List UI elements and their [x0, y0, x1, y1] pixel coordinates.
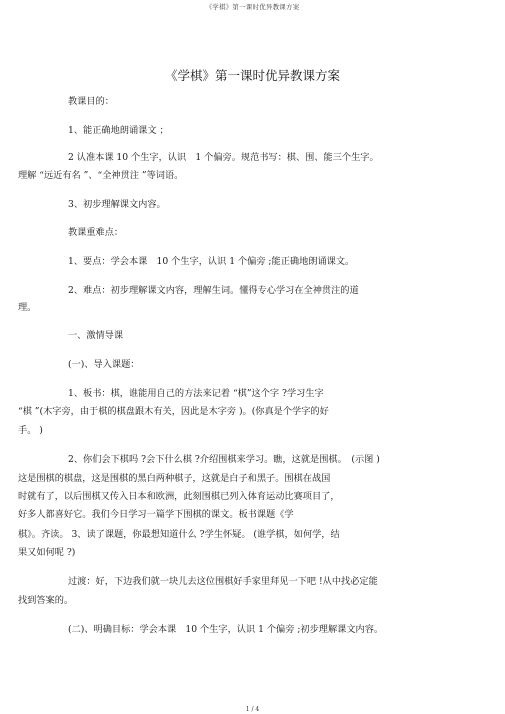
- step-1-end: 手。 ): [18, 425, 43, 436]
- page-header: 《学棋》第一课时优异教课方案: [205, 3, 300, 11]
- section-heading-goals: 教课目的：: [68, 96, 114, 107]
- goal-2: 2 认准本课 10 个生字，认识 1 个偏旁。规范书写：棋、围、能三个生字。: [68, 152, 379, 163]
- section-heading-key-points: 教课重难点：: [68, 227, 124, 238]
- key-point-1: 1、要点：学会本课 10 个生字，认识 1 个偏旁 ;能正确地朗诵课文。: [68, 256, 355, 267]
- transition-continued: 找到答案的。: [18, 595, 74, 606]
- section-heading-intro: 一、激情导课: [68, 330, 124, 341]
- key-point-2-continued: 理。: [18, 302, 37, 313]
- goal-1: 1、能正确地朗诵课文 ；: [68, 125, 169, 136]
- subsection-heading-goals: (二)、明确目标：学会本课 10 个生字，认识 1 个偏旁 ;初步理解课文内容。: [68, 624, 384, 635]
- step-1: 1、板书：棋，谁能用自己的方法来记着 “棋”这个字 ?学习生字: [68, 388, 324, 399]
- document-title: 《学棋》第一课时优异教课方案: [164, 68, 340, 83]
- step-2-line-4: 好多人都喜好它。我们今日学习一篇学下围棋的课文。板书课题《学: [18, 509, 294, 520]
- step-2-line-2: 这是围棋的棋盘，这是围棋的黑白两种棋子，这就是白子和黑子。围棋在战国: [18, 473, 331, 484]
- step-2-line-3: 时就有了，以后围棋又传入日本和欧洲，此刻围棋已列入体育运动比赛项目了，: [18, 491, 340, 502]
- page-number: 1 / 4: [245, 706, 260, 713]
- step-1-continued: “棋 ”(木字旁，由于棋的棋盘跟木有关，因此是木字旁 )。(你真是个学字的好: [18, 406, 329, 417]
- subsection-heading-topic: (一)、导入课题：: [68, 359, 140, 370]
- step-2-line-6: 果又如何呢 ?): [18, 547, 76, 558]
- key-point-2: 2、难点：初步理解课文内容，理解生词。懂得专心学习在全神贯注的道: [68, 285, 359, 296]
- step-2: 2、你们会下棋吗 ?会下什么棋 ?介绍围棋来学习。瞧，这就是围棋。 (示图 ): [68, 454, 380, 465]
- step-2-line-5: 棋》。齐读。 3、读了课题，你最想知道什么 ?学生怀疑。 (谁学棋，如何学，结: [18, 529, 340, 540]
- goal-3: 3、初步理解课文内容。: [68, 199, 166, 210]
- goal-2-continued: 理解 “远近有名 ”、“全神贯注 ”等词语。: [18, 170, 184, 181]
- transition: 过渡：好，下边我们就一块儿去这位围棋好手家里拜见一下吧 !从中找必定能: [68, 576, 378, 587]
